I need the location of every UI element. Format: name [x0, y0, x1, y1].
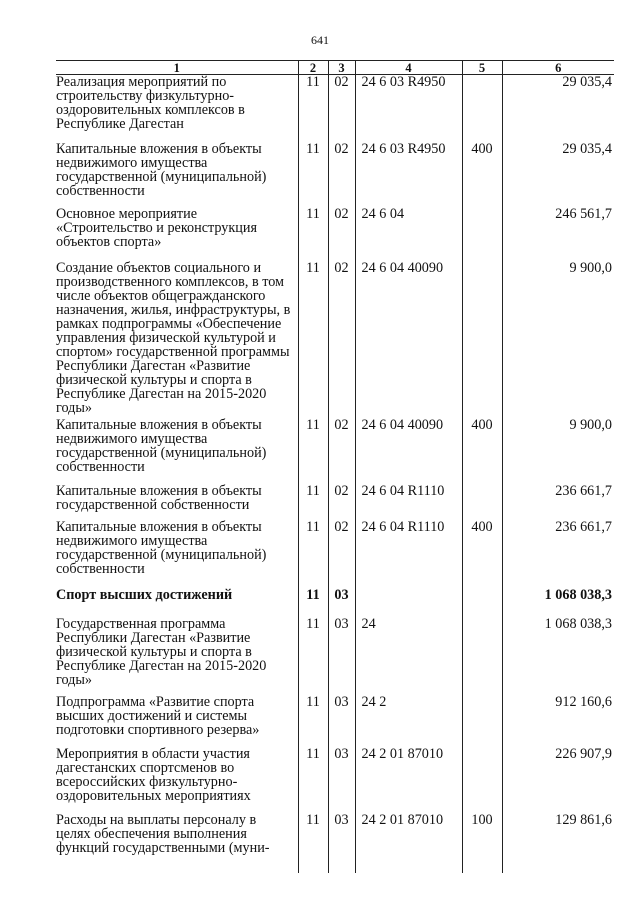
budget-table — [56, 60, 614, 873]
row-target-code: 24 2 01 87010 — [355, 747, 462, 813]
row-target-code: 24 — [355, 617, 462, 695]
row-section: 11 — [298, 695, 328, 747]
col-header-3: 3 — [328, 61, 355, 75]
row-name: Подпрограмма «Развитие спорта высших достижений и системы подготовки спортивного резерва» — [56, 694, 260, 738]
row-section: 11 — [298, 617, 328, 695]
row-name: Создание объектов социального и производственного комплексов, в том числе объектов общегражданского назначения, жилья, инфраструктуры, в рамках подпрограммы «Обеспечение управления физической культурой и спортом» государственной программы Республики Дагестан «Развитие физической культуры и спорта в Республике Дагестан на 2015-2020 годы» — [56, 260, 291, 416]
row-subsection: 02 — [328, 520, 355, 588]
row-expense-type — [462, 747, 502, 813]
row-amount: 9 900,0 — [502, 418, 614, 484]
table-row — [56, 142, 614, 207]
row-expense-type — [462, 261, 502, 418]
row-amount: 246 561,7 — [502, 207, 614, 261]
row-expense-type — [462, 75, 502, 142]
table-row — [56, 207, 614, 261]
row-subsection: 02 — [328, 75, 355, 142]
row-target-code: 24 2 — [355, 695, 462, 747]
row-name: Государственная программа Республики Дагестан «Развитие физической культуры и спорта в Республике Дагестан на 2015-2020 годы» — [56, 616, 267, 688]
row-subsection: 03 — [328, 617, 355, 695]
row-name: Капитальные вложения в объекты недвижимого имущества государственной (муниципальной) собственности — [56, 417, 267, 475]
table-row — [56, 484, 614, 520]
row-target-code: 24 6 03 R4950 — [355, 75, 462, 142]
row-section: 11 — [298, 75, 328, 142]
row-amount: 129 861,6 — [502, 813, 614, 873]
row-name: Основное мероприятие «Строительство и реконструкция объектов спорта» — [56, 206, 257, 250]
row-expense-type: 400 — [462, 142, 502, 207]
row-section: 11 — [298, 747, 328, 813]
table-row — [56, 695, 614, 747]
row-section: 11 — [298, 142, 328, 207]
table-row — [56, 520, 614, 588]
table-row — [56, 747, 614, 813]
row-subsection: 03 — [328, 588, 355, 617]
row-target-code: 24 2 01 87010 — [355, 813, 462, 873]
row-amount: 9 900,0 — [502, 261, 614, 418]
row-section: 11 — [298, 418, 328, 484]
row-expense-type — [462, 484, 502, 520]
row-amount: 236 661,7 — [502, 484, 614, 520]
table-row — [56, 418, 614, 484]
page-number: 641 — [311, 33, 329, 47]
row-subsection: 03 — [328, 813, 355, 873]
row-section: 11 — [298, 813, 328, 873]
row-subsection: 03 — [328, 747, 355, 813]
row-section: 11 — [298, 261, 328, 418]
row-section: 11 — [298, 588, 328, 617]
table-row — [56, 588, 614, 617]
table-row — [56, 75, 614, 142]
row-subsection: 02 — [328, 207, 355, 261]
row-target-code: 24 6 04 R1110 — [355, 520, 462, 588]
row-amount: 29 035,4 — [502, 142, 614, 207]
row-amount: 912 160,6 — [502, 695, 614, 747]
table-header-row — [56, 61, 614, 75]
row-name: Капитальные вложения в объекты государственной собственности — [56, 483, 262, 513]
row-name: Капитальные вложения в объекты недвижимого имущества государственной (муниципальной) собственности — [56, 519, 267, 577]
col-header-5: 5 — [462, 61, 502, 75]
row-target-code: 24 6 04 40090 — [355, 261, 462, 418]
row-subsection: 02 — [328, 484, 355, 520]
row-target-code: 24 6 04 — [355, 207, 462, 261]
row-name: Реализация мероприятий по строительству физкультурно-оздоровительных комплексов в Республике Дагестан — [56, 74, 245, 132]
row-section: 11 — [298, 484, 328, 520]
row-expense-type — [462, 617, 502, 695]
row-amount: 1 068 038,3 — [502, 588, 614, 617]
row-name: Капитальные вложения в объекты недвижимого имущества государственной (муниципальной) собственности — [56, 141, 267, 199]
col-header-4: 4 — [355, 61, 462, 75]
row-target-code: 24 6 03 R4950 — [355, 142, 462, 207]
row-name: Мероприятия в области участия дагестанских спортсменов во всероссийских физкультурно-оздоровительных мероприятиях — [56, 746, 251, 804]
row-expense-type — [462, 695, 502, 747]
col-header-2: 2 — [298, 61, 328, 75]
table-row — [56, 617, 614, 695]
row-target-code: 24 6 04 40090 — [355, 418, 462, 484]
row-expense-type — [462, 207, 502, 261]
row-section: 11 — [298, 207, 328, 261]
row-expense-type: 400 — [462, 520, 502, 588]
col-header-6: 6 — [502, 61, 614, 75]
row-expense-type: 400 — [462, 418, 502, 484]
row-name: Спорт высших достижений — [56, 587, 233, 603]
row-subsection: 02 — [328, 261, 355, 418]
table-row — [56, 261, 614, 418]
row-target-code — [355, 588, 462, 617]
row-subsection: 02 — [328, 418, 355, 484]
row-subsection: 03 — [328, 695, 355, 747]
row-section: 11 — [298, 520, 328, 588]
row-name: Расходы на выплаты персоналу в целях обеспечения выполнения функций государственными (муни- — [56, 812, 270, 856]
row-expense-type: 100 — [462, 813, 502, 873]
row-subsection: 02 — [328, 142, 355, 207]
row-target-code: 24 6 04 R1110 — [355, 484, 462, 520]
table-row — [56, 813, 614, 873]
row-amount: 226 907,9 — [502, 747, 614, 813]
row-expense-type — [462, 588, 502, 617]
row-amount: 236 661,7 — [502, 520, 614, 588]
col-header-1: 1 — [56, 61, 298, 75]
row-amount: 1 068 038,3 — [502, 617, 614, 695]
row-amount: 29 035,4 — [502, 75, 614, 142]
